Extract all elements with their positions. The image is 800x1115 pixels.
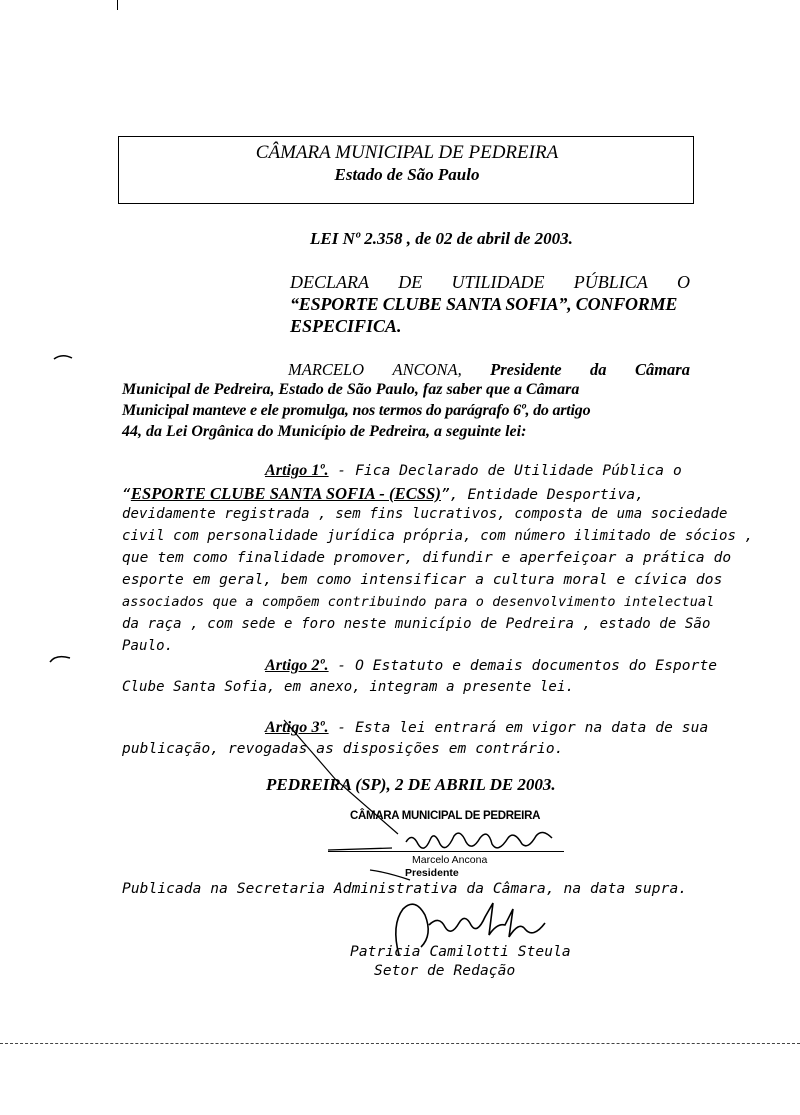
stamp-president-title: Presidente: [405, 867, 459, 879]
summary-word: DE: [398, 272, 423, 292]
article3-label: Artigo 3º.: [265, 719, 329, 736]
article1-text: ”, Entidade Desportiva,: [440, 487, 645, 503]
article1-body-line: civil com personalidade jurídica própria, com número ilimitado de sócios ,: [122, 528, 754, 544]
stamp-flourish: [366, 858, 416, 882]
summary-word: O: [677, 272, 690, 292]
article3-text: - Esta lei entrará em vigor na data de sua: [328, 720, 709, 736]
publication-note: Publicada na Secretaria Administrativa da Câmara, na data supra.: [122, 881, 688, 897]
article2-line-1: [265, 657, 717, 675]
margin-mark-2: [48, 652, 72, 664]
state-name: Estado de São Paulo: [334, 165, 480, 184]
open-quote: “: [122, 487, 131, 503]
article1-text: - Fica Declarado de Utilidade Pública o: [328, 463, 682, 479]
preamble-word: da: [590, 360, 607, 379]
preamble-line-1: [288, 360, 690, 380]
summary-word: UTILIDADE: [451, 272, 545, 292]
preamble-word: Presidente: [490, 360, 562, 379]
article3-line-2: publicação, revogadas as disposições em contrário.: [122, 741, 564, 757]
law-title: LEI Nº 2.358 , de 02 de abril de 2003.: [310, 229, 573, 248]
summary-line-2: “ESPORTE CLUBE SANTA SOFIA”, CONFORME: [290, 294, 678, 314]
article1-body-line: da raça , com sede e foro neste município de Pedreira , estado de São: [122, 616, 711, 632]
club-name: ESPORTE CLUBE SANTA SOFIA - (ECSS): [130, 484, 441, 503]
letterhead-box: [118, 136, 694, 204]
signature-line: [328, 851, 564, 852]
signing-date: PEDREIRA (SP), 2 DE ABRIL DE 2003.: [266, 775, 556, 794]
preamble-word: Câmara: [634, 360, 690, 379]
article2-label: Artigo 2º.: [265, 657, 329, 674]
preamble-line-2: Municipal de Pedreira, Estado de São Paulo, faz saber que a Câmara: [122, 381, 580, 398]
summary-line-1: [290, 272, 690, 293]
president-surname: ANCONA,: [392, 360, 462, 379]
chamber-name: CÂMARA MUNICIPAL DE PEDREIRA: [255, 142, 559, 163]
article1-label: Artigo 1º.: [265, 462, 329, 479]
article2-line-2: Clube Santa Sofia, em anexo, integram a presente lei.: [122, 679, 575, 695]
margin-mark-1: [52, 352, 74, 362]
article1-body-line: devidamente registrada , sem fins lucrativos, composta de uma sociedade: [122, 506, 728, 522]
article1-body-line: Paulo.: [122, 638, 174, 654]
summary-line-3: ESPECIFICA.: [290, 316, 402, 336]
article1-line-2: [122, 484, 644, 504]
article1-body-line: que tem como finalidade promover, difundir e aperfeiçoar a prática do: [122, 550, 732, 566]
article2-text: - O Estatuto e demais documentos do Esporte: [328, 658, 718, 674]
summary-word: PÚBLICA: [573, 272, 648, 292]
stamp-org: CÂMARA MUNICIPAL DE PEDREIRA: [350, 810, 541, 822]
scan-mark-top: [117, 0, 118, 10]
secretary-name: Patricia Camilotti Steula: [350, 944, 571, 960]
preamble-line-4: 44, da Lei Orgânica do Município de Pedreira, a seguinte lei:: [122, 423, 527, 440]
secretary-sector: Setor de Redação: [374, 963, 516, 979]
preamble-line-3: Municipal manteve e ele promulga, nos termos do parágrafo 6º, do artigo: [122, 402, 591, 419]
summary-word: DECLARA: [290, 272, 369, 292]
article1-body-line: associados que a compõem contribuindo para o desenvolvimento intelectual: [122, 594, 715, 610]
president-name: MARCELO: [288, 360, 365, 379]
stamp-president-name: Marcelo Ancona: [412, 854, 488, 866]
article1-line-1: [265, 462, 682, 480]
bottom-rule: [0, 1043, 800, 1044]
article1-body-line: esporte em geral, bem como intensificar a cultura moral e cívica dos: [122, 572, 723, 588]
